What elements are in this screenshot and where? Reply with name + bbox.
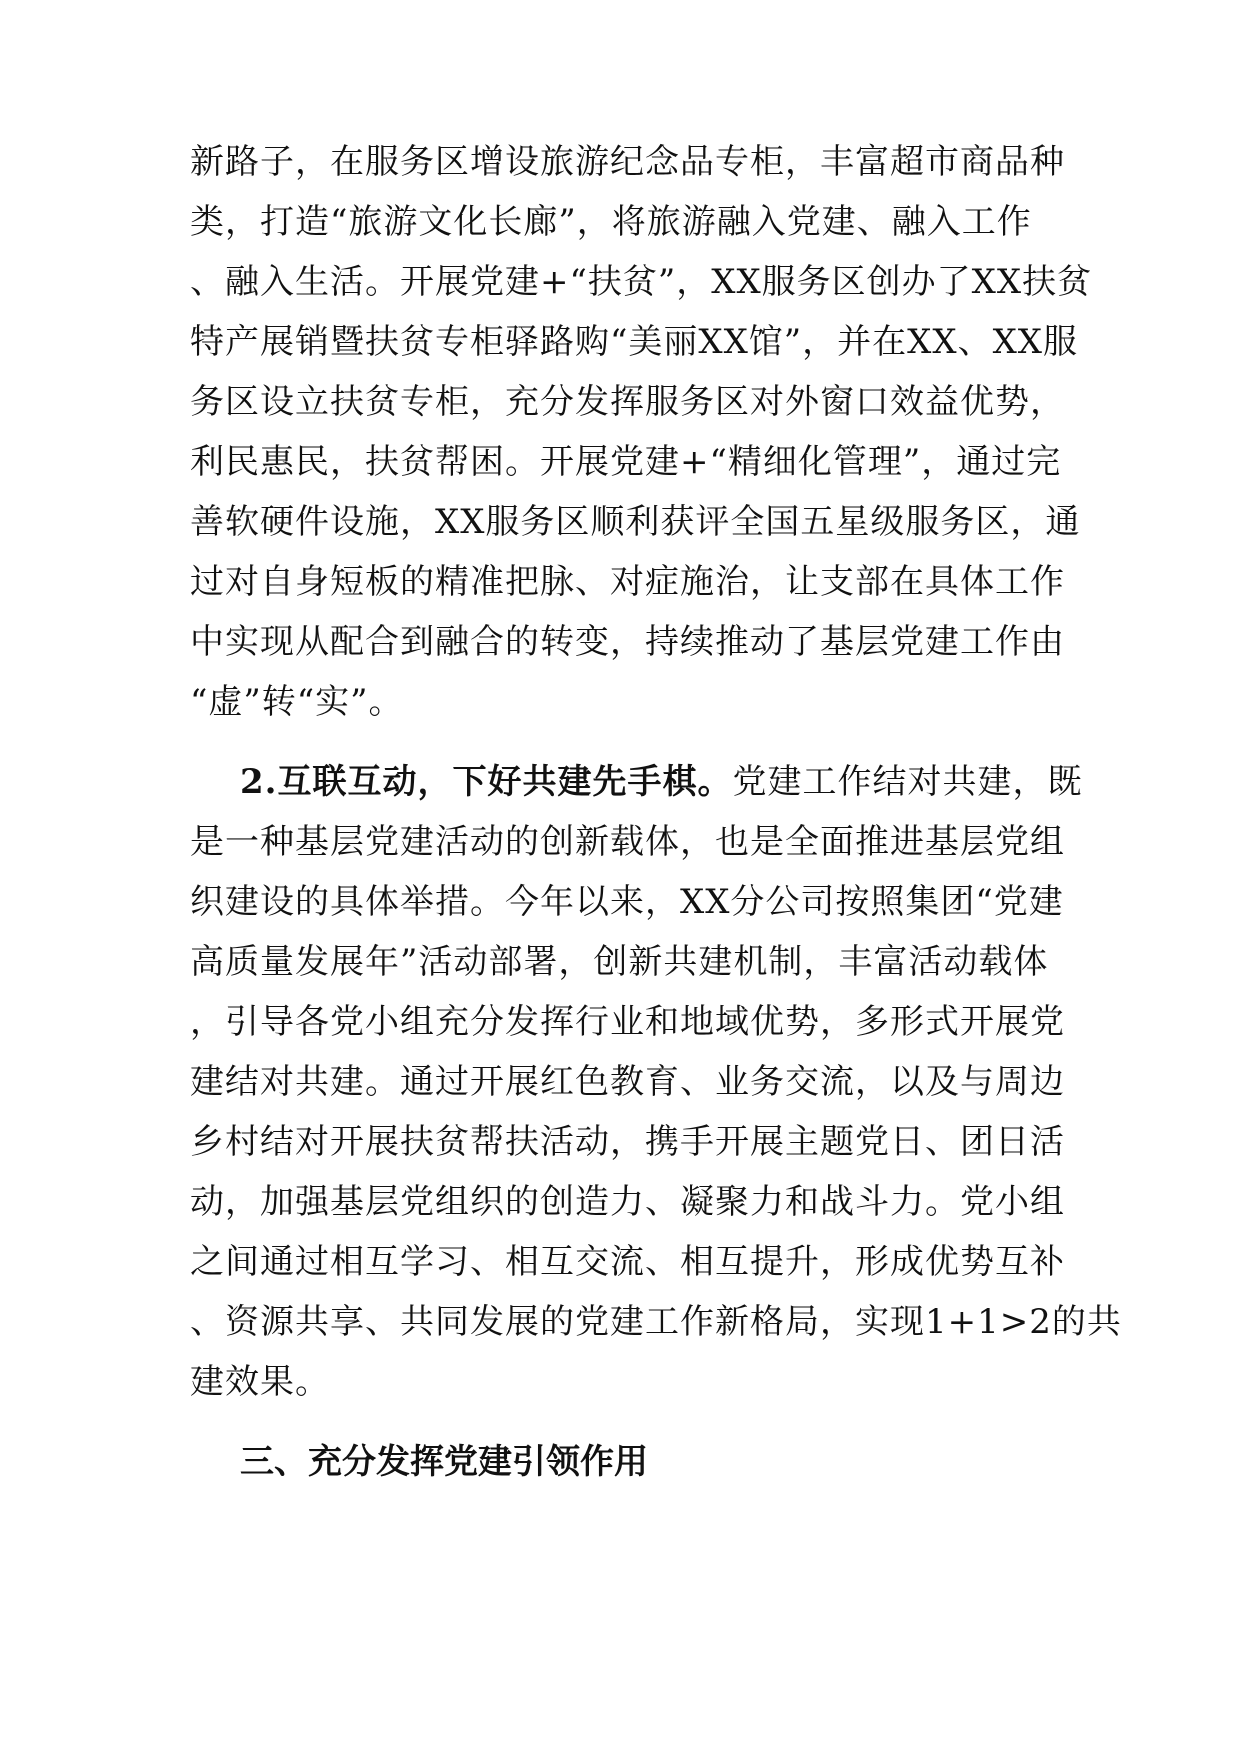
text-line: 务区设立扶贫专柜，充分发挥服务区对外窗口效益优势，	[190, 382, 1065, 422]
text-line: 高质量发展年”活动部署，创新共建机制，丰富活动载体	[190, 942, 1049, 982]
text-line: “虚”转“实”。	[190, 682, 404, 722]
text-line: 利民惠民，扶贫帮困。开展党建+“精细化管理”，通过完	[190, 442, 1062, 482]
text-line: 动，加强基层党组织的创造力、凝聚力和战斗力。党小组	[190, 1182, 1065, 1222]
paragraph-first-line	[240, 755, 1083, 809]
text-line: 乡村结对开展扶贫帮扶活动，携手开展主题党日、团日活	[190, 1122, 1065, 1162]
text-line: 建结对共建。通过开展红色教育、业务交流，以及与周边	[190, 1062, 1065, 1102]
text-line: 建效果。	[190, 1362, 330, 1402]
section-heading: 三、充分发挥党建引领作用	[240, 1442, 648, 1482]
paragraph-title: 2.互联互动，下好共建先手棋。	[240, 762, 733, 802]
text-line: 是一种基层党建活动的创新载体，也是全面推进基层党组	[190, 822, 1065, 862]
text-line: 中实现从配合到融合的转变，持续推动了基层党建工作由	[190, 622, 1065, 662]
text-line: 善软硬件设施，XX服务区顺利获评全国五星级服务区，通	[190, 502, 1081, 542]
text-line: 新路子，在服务区增设旅游纪念品专柜，丰富超市商品种	[190, 142, 1065, 182]
text-line: 、融入生活。开展党建+“扶贫”，XX服务区创办了XX扶贫	[190, 262, 1093, 302]
paragraph-lead-text: 党建工作结对共建，既	[732, 762, 1083, 802]
text-line: 特产展销暨扶贫专柜驿路购“美丽XX馆”，并在XX、XX服	[190, 322, 1078, 362]
text-line: 、资源共享、共同发展的党建工作新格局，实现1+1>2的共	[190, 1302, 1122, 1342]
text-line: 过对自身短板的精准把脉、对症施治，让支部在具体工作	[190, 562, 1065, 602]
text-line: 织建设的具体举措。今年以来，XX分公司按照集团“党建	[190, 882, 1064, 922]
text-line: 类，打造“旅游文化长廊”，将旅游融入党建、融入工作	[190, 202, 1032, 242]
text-line: ，引导各党小组充分发挥行业和地域优势，多形式开展党	[190, 1002, 1065, 1042]
text-line: 之间通过相互学习、相互交流、相互提升，形成优势互补	[190, 1242, 1065, 1282]
